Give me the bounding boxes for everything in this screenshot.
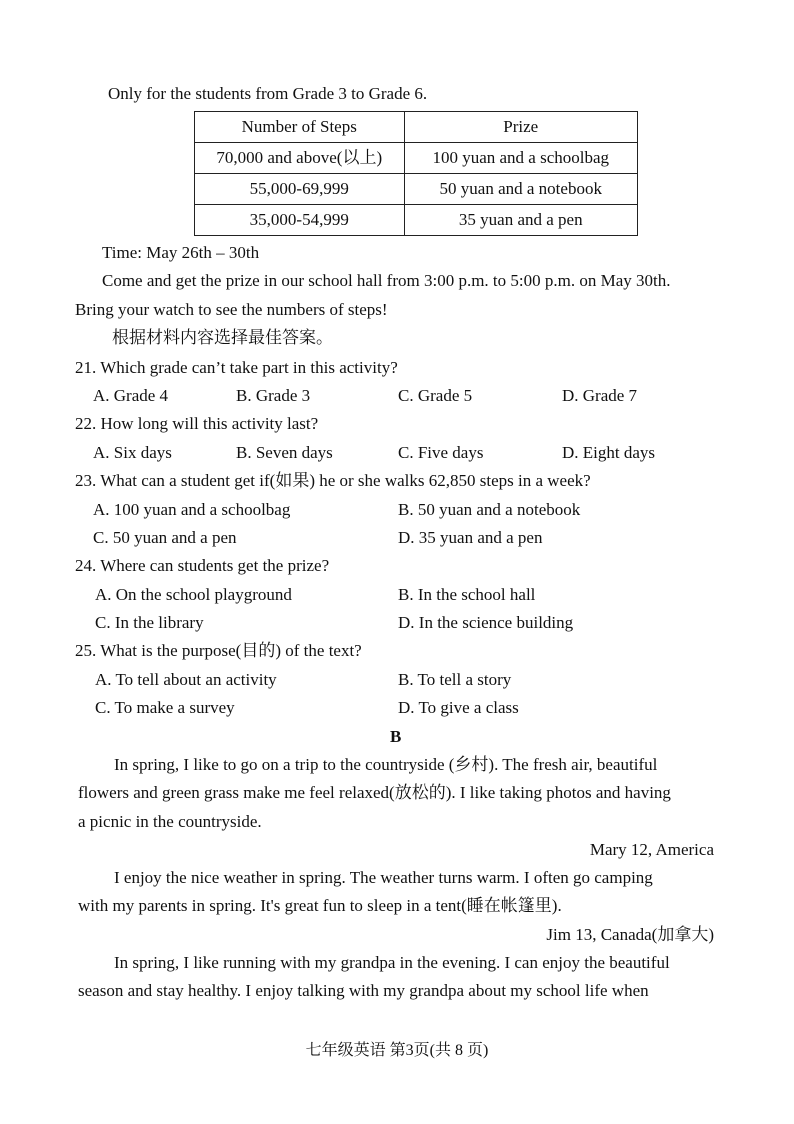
passage-3-line-1: In spring, I like running with my grandpa in the evening. I can enjoy the beautiful	[114, 953, 670, 972]
option-c: C. Grade 5	[398, 386, 473, 405]
table-header-row	[195, 112, 638, 143]
option-a: A. To tell about an activity	[95, 670, 277, 689]
option-d: D. To give a class	[398, 698, 519, 717]
question-22-stem: 22. How long will this activity last?	[75, 414, 319, 433]
option-c: C. 50 yuan and a pen	[93, 528, 237, 547]
table-row	[195, 205, 638, 236]
intro-text: Only for the students from Grade 3 to Grade 6.	[108, 84, 428, 103]
option-d: D. In the science building	[398, 613, 574, 632]
option-d: D. 35 yuan and a pen	[398, 528, 543, 547]
passage-2-line-2: with my parents in spring. It's great fun to sleep in a tent(睡在帐篷里).	[78, 896, 562, 915]
instructions-line-2: Bring your watch to see the numbers of steps!	[75, 300, 388, 319]
table-cell: 50 yuan and a notebook	[404, 174, 637, 205]
option-a: A. Six days	[93, 443, 172, 462]
passage-2-signature: Jim 13, Canada(加拿大)	[546, 925, 714, 944]
question-24-stem: 24. Where can students get the prize?	[75, 556, 330, 575]
instructions-line-1: Come and get the prize in our school hall from 3:00 p.m. to 5:00 p.m. on May 30th.	[102, 271, 671, 290]
table-row	[195, 143, 638, 174]
option-a: A. 100 yuan and a schoolbag	[93, 500, 291, 519]
option-c: C. To make a survey	[95, 698, 235, 717]
table-cell: 35,000-54,999	[195, 205, 405, 236]
option-b: B. Seven days	[236, 443, 333, 462]
passage-3-line-2: season and stay healthy. I enjoy talking with my grandpa about my school life when	[78, 981, 649, 1000]
question-21-stem: 21. Which grade can’t take part in this activity?	[75, 358, 398, 377]
table-cell: 55,000-69,999	[195, 174, 405, 205]
passage-1-signature: Mary 12, America	[589, 840, 714, 859]
table-header: Prize	[404, 112, 637, 143]
passage-1-line-3: a picnic in the countryside.	[78, 812, 262, 831]
table-header: Number of Steps	[195, 112, 405, 143]
section-title: B	[390, 727, 402, 746]
table-row	[195, 174, 638, 205]
option-a: A. Grade 4	[93, 386, 169, 405]
option-b: B. 50 yuan and a notebook	[398, 500, 581, 519]
page-footer: 七年级英语 第3页(共 8 页)	[305, 1042, 489, 1059]
prize-table	[194, 111, 638, 236]
table-cell: 35 yuan and a pen	[404, 205, 637, 236]
option-c: C. Five days	[398, 443, 484, 462]
option-b: B. To tell a story	[398, 670, 512, 689]
question-25-stem: 25. What is the purpose(目的) of the text?	[75, 641, 362, 660]
chinese-instruction: 根据材料内容选择最佳答案。	[112, 328, 333, 347]
option-b: B. In the school hall	[398, 585, 536, 604]
option-a: A. On the school playground	[95, 585, 292, 604]
passage-2-line-1: I enjoy the nice weather in spring. The weather turns warm. I often go camping	[114, 868, 653, 887]
passage-1-line-1: In spring, I like to go on a trip to the countryside (乡村). The fresh air, beautiful	[114, 755, 658, 774]
option-d: D. Eight days	[562, 443, 656, 462]
passage-1-line-2: flowers and green grass make me feel relaxed(放松的). I like taking photos and having	[78, 783, 671, 802]
question-23-stem: 23. What can a student get if(如果) he or she walks 62,850 steps in a week?	[75, 471, 591, 490]
table-cell: 100 yuan and a schoolbag	[404, 143, 637, 174]
option-b: B. Grade 3	[236, 386, 311, 405]
option-c: C. In the library	[95, 613, 204, 632]
option-d: D. Grade 7	[562, 386, 638, 405]
table-cell: 70,000 and above(以上)	[195, 143, 405, 174]
time-text: Time: May 26th – 30th	[102, 243, 260, 262]
